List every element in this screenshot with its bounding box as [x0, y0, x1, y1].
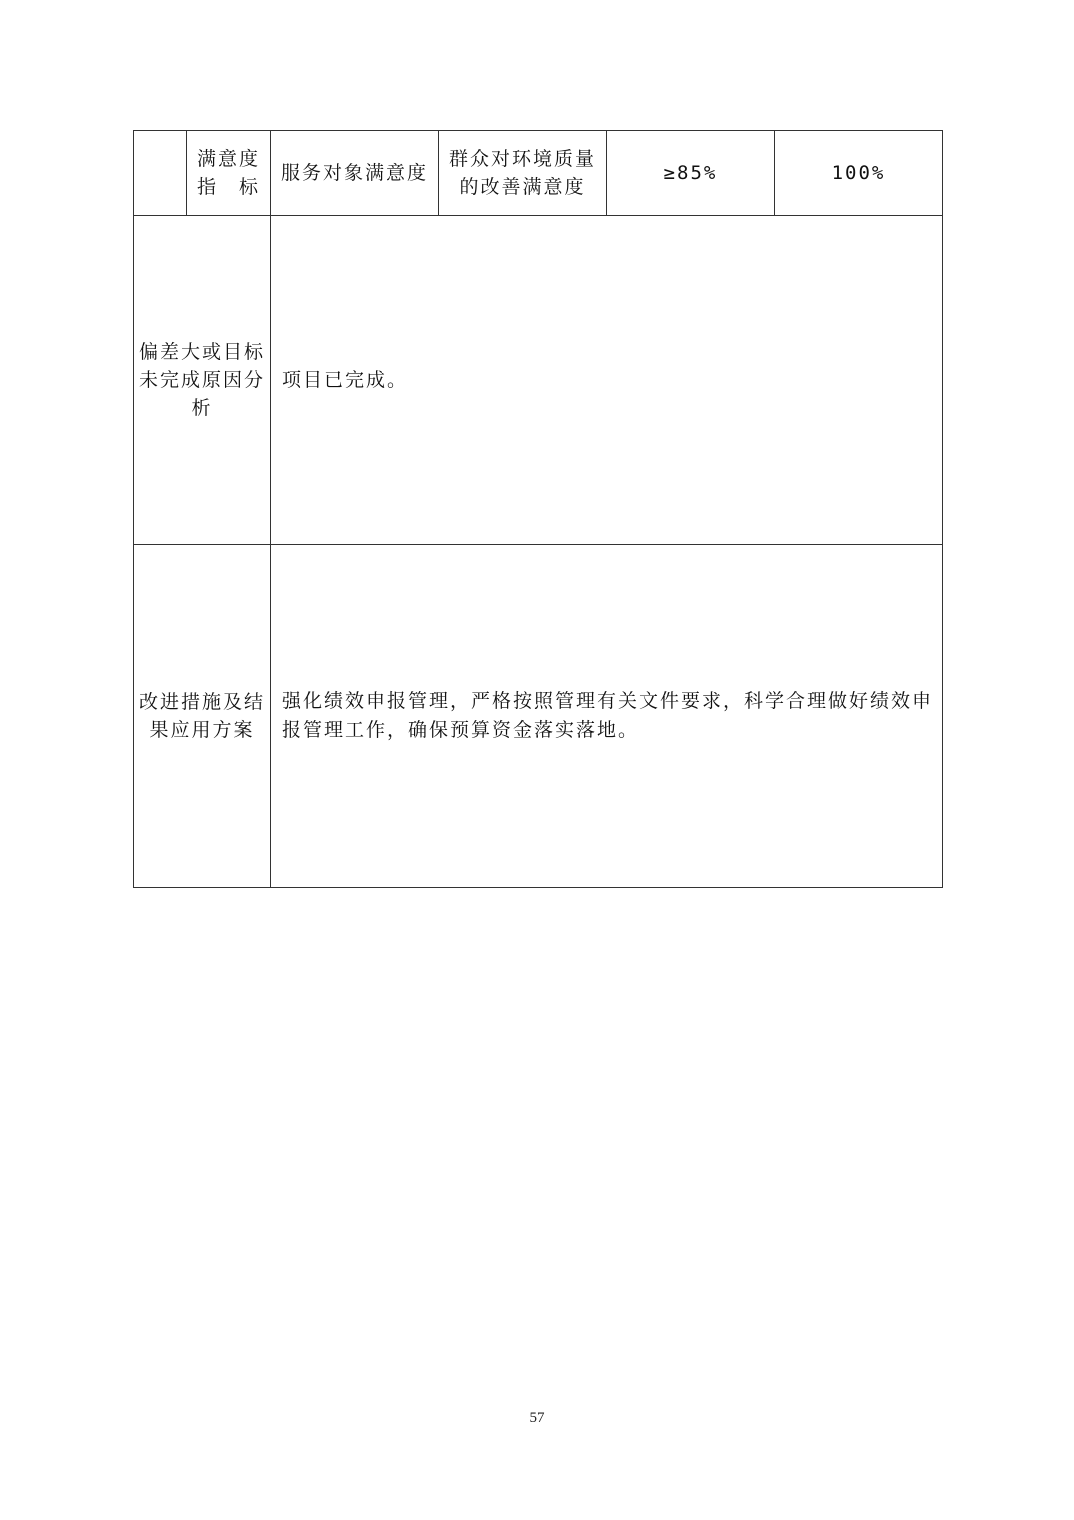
- level3-cell: [271, 131, 439, 216]
- actual-value: 100%: [831, 162, 886, 184]
- table-row-satisfaction: [134, 131, 943, 216]
- target-value: ≥85%: [663, 162, 718, 184]
- deviation-content-cell: [271, 216, 943, 545]
- level2-cell: [187, 131, 271, 216]
- improvement-content: 强化绩效申报管理，严格按照管理有关文件要求，科学合理做好绩效申报管理工作，确保预算资金落实落地。: [282, 690, 934, 741]
- improvement-label: 改进措施及结果应用方案: [138, 691, 265, 741]
- improvement-content-cell: [271, 545, 943, 888]
- level3-label: 服务对象满意度: [281, 162, 429, 184]
- actual-value-cell: [775, 131, 943, 216]
- target-value-cell: [607, 131, 775, 216]
- deviation-label: 偏差大或目标未完成原因分析: [138, 341, 265, 419]
- indicator-cell: [439, 131, 607, 216]
- improvement-label-cell: [134, 545, 271, 888]
- deviation-label-cell: [134, 216, 271, 545]
- table-row-deviation: [134, 216, 943, 545]
- level1-cell-empty: [134, 131, 187, 216]
- deviation-content: 项目已完成。: [282, 368, 409, 391]
- level2-label: 满意度指 标: [197, 148, 261, 198]
- indicator-label: 群众对环境质量的改善满意度: [449, 148, 597, 198]
- page-number: 57: [529, 1410, 545, 1426]
- table-row-improvement: [134, 545, 943, 888]
- performance-table: [133, 130, 943, 888]
